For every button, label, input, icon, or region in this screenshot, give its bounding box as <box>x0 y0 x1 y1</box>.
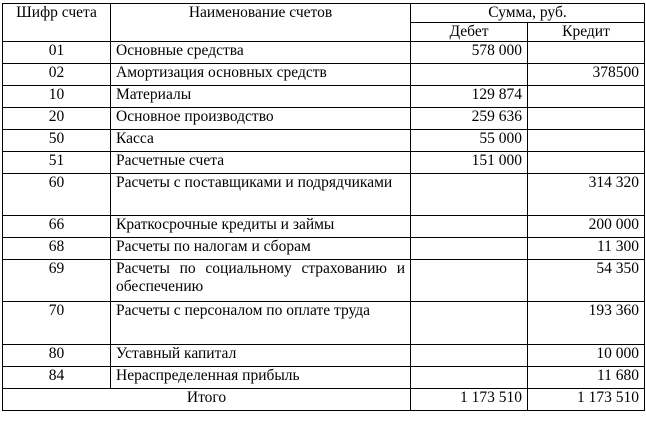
account-name: Касса <box>111 130 411 152</box>
debit-value <box>411 216 528 238</box>
account-code: 68 <box>3 238 111 260</box>
account-name: Нераспределенная прибыль <box>111 367 411 389</box>
credit-value: 54 350 <box>528 260 645 302</box>
account-code: 51 <box>3 152 111 174</box>
credit-value: 11 300 <box>528 238 645 260</box>
balance-table <box>2 3 645 411</box>
account-name: Материалы <box>111 86 411 108</box>
account-code: 50 <box>3 130 111 152</box>
debit-value <box>411 260 528 302</box>
debit-value <box>411 174 528 216</box>
credit-value: 193 360 <box>528 302 645 345</box>
account-name: Амортизация основных средств <box>111 64 411 86</box>
debit-value: 578 000 <box>411 42 528 64</box>
account-name: Расчеты по налогам и сборам <box>111 238 411 260</box>
account-name: Уставный капитал <box>111 345 411 367</box>
table-row <box>3 42 645 64</box>
table-row <box>3 86 645 108</box>
account-code: 84 <box>3 367 111 389</box>
header-sum: Сумма, руб. <box>411 4 645 23</box>
header-account-code: Шифр счета <box>3 4 111 42</box>
credit-value: 11 680 <box>528 367 645 389</box>
credit-value <box>528 86 645 108</box>
debit-value: 129 874 <box>411 86 528 108</box>
credit-value: 10 000 <box>528 345 645 367</box>
debit-value: 259 636 <box>411 108 528 130</box>
table-row <box>3 64 645 86</box>
header-credit: Кредит <box>528 23 645 42</box>
account-name: Основное производство <box>111 108 411 130</box>
account-name: Расчетные счета <box>111 152 411 174</box>
debit-value: 151 000 <box>411 152 528 174</box>
credit-value <box>528 42 645 64</box>
total-label: Итого <box>3 389 411 411</box>
header-account-name: Наименование счетов <box>111 4 411 42</box>
account-code: 02 <box>3 64 111 86</box>
debit-value <box>411 345 528 367</box>
debit-value: 55 000 <box>411 130 528 152</box>
table-row <box>3 367 645 389</box>
credit-value <box>528 152 645 174</box>
account-code: 01 <box>3 42 111 64</box>
account-name: Расчеты по социальному страхованию и обеспечению <box>111 260 411 302</box>
account-name: Расчеты с поставщиками и подрядчиками <box>111 174 411 216</box>
account-name: Основные средства <box>111 42 411 64</box>
table-row <box>3 345 645 367</box>
account-name: Расчеты с персоналом по оплате труда <box>111 302 411 345</box>
account-code: 80 <box>3 345 111 367</box>
account-code: 70 <box>3 302 111 345</box>
credit-value: 200 000 <box>528 216 645 238</box>
debit-value <box>411 238 528 260</box>
table-row <box>3 174 645 216</box>
table-row <box>3 152 645 174</box>
table-row <box>3 108 645 130</box>
total-row <box>3 389 645 411</box>
header-debit: Дебет <box>411 23 528 42</box>
account-code: 60 <box>3 174 111 216</box>
account-name: Краткосрочные кредиты и займы <box>111 216 411 238</box>
account-code: 66 <box>3 216 111 238</box>
credit-value: 378500 <box>528 64 645 86</box>
account-code: 20 <box>3 108 111 130</box>
table-row <box>3 302 645 345</box>
credit-value <box>528 130 645 152</box>
table-row <box>3 260 645 302</box>
debit-value <box>411 367 528 389</box>
credit-value: 314 320 <box>528 174 645 216</box>
table-row <box>3 216 645 238</box>
total-credit: 1 173 510 <box>528 389 645 411</box>
account-code: 10 <box>3 86 111 108</box>
total-debit: 1 173 510 <box>411 389 528 411</box>
debit-value <box>411 302 528 345</box>
table-row <box>3 238 645 260</box>
table-row <box>3 130 645 152</box>
debit-value <box>411 64 528 86</box>
credit-value <box>528 108 645 130</box>
account-code: 69 <box>3 260 111 302</box>
